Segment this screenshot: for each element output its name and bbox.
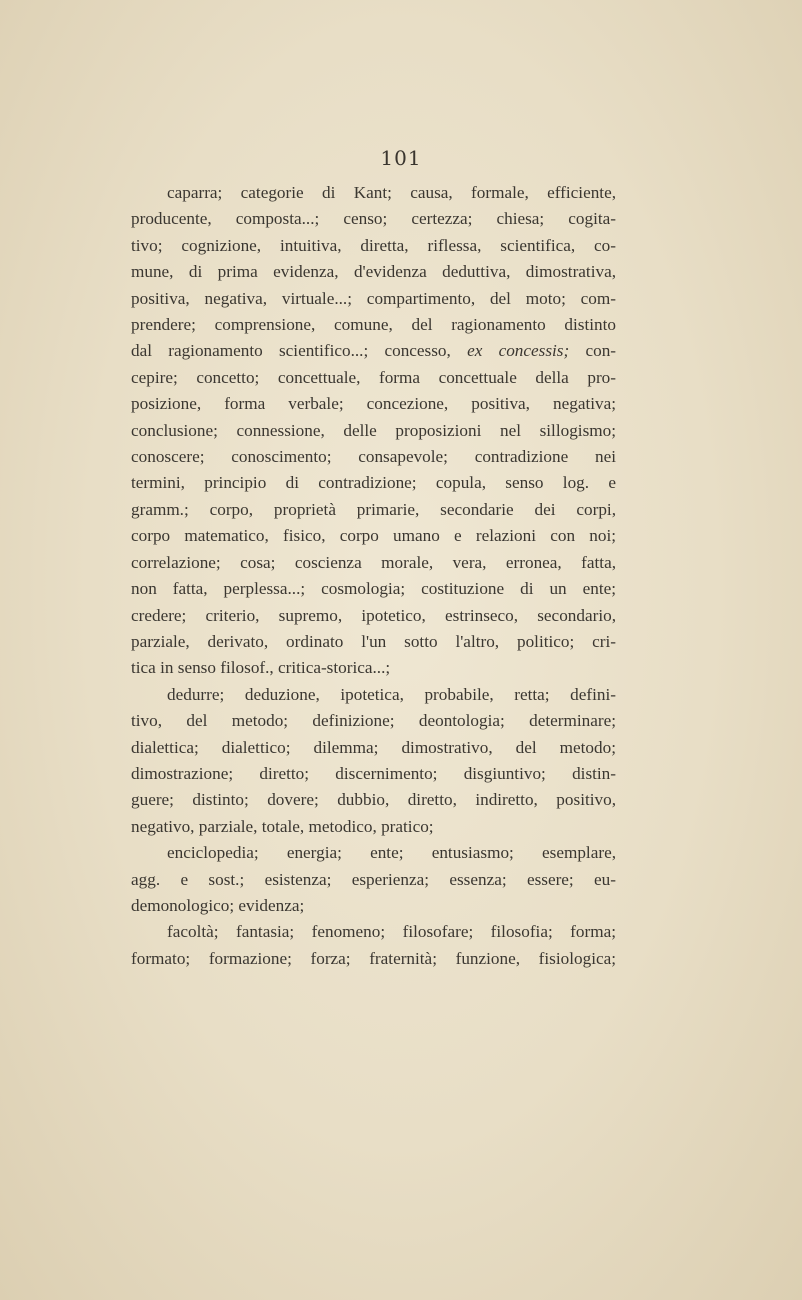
text-line: caparra; categorie di Kant; causa, formale, efficiente, (167, 183, 616, 202)
text-line: posizione, forma verbale; concezione, positiva, negativa; (131, 394, 616, 414)
text-line: non fatta, perplessa...; cosmologia; costituzione di un ente; (131, 579, 616, 599)
paragraph-d (131, 682, 616, 840)
paragraph-e (131, 840, 616, 919)
text-line: prendere; comprensione, comune, del ragionamento distinto (131, 315, 616, 335)
text-segment: con- (585, 341, 617, 361)
text-line: dedurre; deduzione, ipotetica, probabile, retta; defini- (167, 684, 616, 704)
text-line: negativo, parziale, totale, metodico, pratico; (131, 816, 434, 836)
text-line: demonologico; evidenza; (131, 895, 305, 915)
text-line: facoltà; fantasia; fenomeno; filosofare; filosofia; forma; (167, 922, 616, 942)
text-line: parziale, derivato, ordinato l'un sotto l'altro, politico; cri- (131, 631, 616, 651)
text-line: positiva, negativa, virtuale...; compartimento, del moto; com- (131, 288, 616, 308)
text-line: mune, di prima evidenza, d'evidenza deduttiva, dimostrativa, (131, 262, 616, 282)
text-line: enciclopedia; energia; ente; entusiasmo; esemplare, (167, 843, 616, 863)
text-line: termini, principio di contradizione; copula, senso log. e (131, 473, 616, 493)
text-line: dimostrazione; diretto; discernimento; disgiuntivo; distin- (131, 763, 616, 783)
text-line: gramm.; corpo, proprietà primarie, secondarie dei corpi, (131, 499, 616, 519)
text-line: cepire; concetto; concettuale, forma concettuale della pro- (131, 367, 616, 387)
text-line: credere; criterio, supremo, ipotetico, estrinseco, secondario, (131, 605, 616, 625)
paragraph-c (131, 180, 616, 682)
text-line: conclusione; connessione, delle proposizioni nel sillogismo; (131, 420, 616, 440)
body-text (131, 180, 616, 972)
text-line: correlazione; cosa; coscienza morale, vera, erronea, fatta, (131, 552, 616, 572)
text-line: tivo, del metodo; definizione; deontologia; determinare; (131, 711, 616, 731)
text-line: guere; distinto; dovere; dubbio, diretto, indiretto, positivo, (131, 790, 616, 810)
italic-phrase: ex concessis; (467, 341, 570, 361)
text-line-with-italic (131, 338, 616, 364)
text-line: producente, composta...; censo; certezza; chiesa; cogita- (131, 209, 616, 229)
text-line: tica in senso filosof., critica-storica...; (131, 658, 391, 678)
text-line: tivo; cognizione, intuitiva, diretta, riflessa, scientifica, co- (131, 235, 616, 255)
text-line: conoscere; conoscimento; consapevole; contradizione nei (131, 447, 616, 467)
page-number: 101 (380, 146, 422, 170)
paragraph-f (131, 919, 616, 972)
text-line: formato; formazione; forza; fraternità; funzione, fisiologica; (131, 948, 616, 968)
text-line: dialettica; dialettico; dilemma; dimostrativo, del metodo; (131, 737, 616, 757)
text-segment: dal ragionamento scientifico...; concesso, (131, 341, 451, 361)
text-line: agg. e sost.; esistenza; esperienza; essenza; essere; eu- (131, 869, 616, 889)
text-line: corpo matematico, fisico, corpo umano e relazioni con noi; (131, 526, 616, 546)
